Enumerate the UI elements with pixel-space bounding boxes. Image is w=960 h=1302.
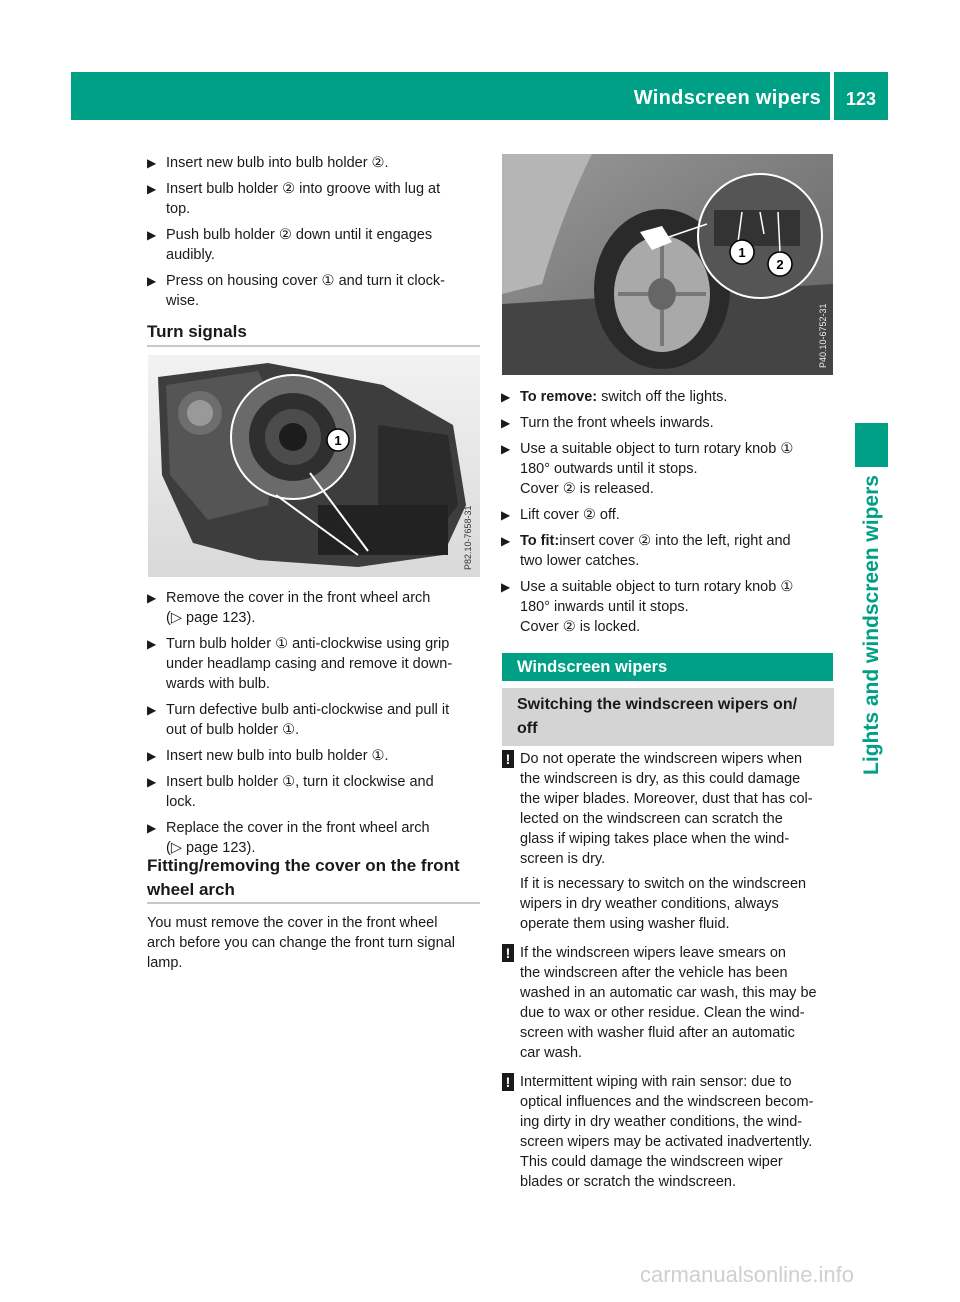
page-link[interactable]: (▷ page 123). [166, 840, 256, 856]
subsection-banner: Switching the windscreen wipers on/ off [502, 688, 834, 746]
arrow-icon: ▶ [147, 228, 157, 242]
page-link[interactable]: (▷ page 123). [166, 610, 256, 626]
heading-rule [147, 902, 480, 904]
arrow-icon: ▶ [501, 416, 511, 430]
arrow-icon: ▶ [501, 442, 511, 456]
step-item: ▶ Turn the front wheels inwards. [501, 415, 714, 431]
warning-continuation: If it is necessary to switch on the windscreen wipers in dry weather conditions, always operate them using washer fluid. [520, 876, 807, 932]
arrow-icon: ▶ [147, 749, 157, 763]
step-item: ▶ Turn defective bulb anti-clockwise and pull it out of bulb holder ①. [147, 702, 450, 738]
step-item: ▶ Replace the cover in the front wheel arch (▷ page 123). [147, 818, 482, 858]
arrow-icon: ▶ [147, 703, 157, 717]
arrow-icon: ▶ [147, 274, 157, 288]
heading-rule [147, 345, 480, 347]
arrow-icon: ▶ [147, 182, 157, 196]
step-item: ▶ Insert new bulb into bulb holder ②. [147, 155, 389, 171]
steps-top-list [147, 153, 482, 317]
step-item: ▶ Insert bulb holder ①, turn it clockwise and lock. [147, 774, 434, 810]
fitting-heading: Fitting/removing the cover on the front wheel arch [147, 856, 460, 899]
step-item: ▶ Lift cover ② off. [501, 507, 620, 523]
callout-label-1: 1 [334, 433, 342, 448]
callout-label-1: 1 [738, 245, 746, 260]
steps-right-list [501, 387, 836, 643]
step-item: ▶ Use a suitable object to turn rotary knob ① 180° inwards until it stops. Cover ② is locked. [501, 579, 794, 635]
step-item: ▶ Press on housing cover ① and turn it clock- wise. [147, 273, 445, 309]
image-code: P40.10-6752-31 [818, 303, 828, 368]
arrow-icon: ▶ [147, 821, 157, 835]
warning-icon: ! [502, 750, 514, 768]
warning-icon: ! [502, 1073, 514, 1091]
arrow-icon: ▶ [147, 591, 157, 605]
warning-note: ! Do not operate the windscreen wipers when the windscreen is dry, as this could damage the wiper blades. Moreover, dust that has col- lected on the windscreen can scratch the glass if wiping takes place when the wind- screen is dry. [502, 749, 836, 869]
page-title: Windscreen wipers [633, 87, 821, 109]
step-item: ▶ Insert new bulb into bulb holder ①. [147, 748, 389, 764]
chapter-tab-marker [855, 423, 888, 467]
step-item: ▶ Use a suitable object to turn rotary knob ① 180° outwards until it stops. Cover ② is released. [501, 441, 794, 497]
step-item: ▶ Push bulb holder ② down until it engages audibly. [147, 227, 433, 263]
step-item: ▶ To remove: switch off the lights. [501, 389, 728, 405]
warning-note: ! Intermittent wiping with rain sensor: due to optical influences and the windscreen becom- ing dirty in dry weather conditions, the wind- screen wipers may be activated inadvertently. This could damage the windscreen wiper blades or scratch the windscreen. [502, 1072, 836, 1192]
footer-watermark[interactable]: carmanualsonline.info [640, 1262, 855, 1287]
step-item: ▶ To fit:insert cover ② into the left, right and two lower catches. [501, 533, 791, 569]
wheel-arch-image [502, 154, 833, 375]
arrow-icon: ▶ [147, 637, 157, 651]
arrow-icon: ▶ [501, 534, 511, 548]
arrow-icon: ▶ [147, 156, 157, 170]
step-item: ▶ Turn bulb holder ① anti-clockwise using grip under headlamp casing and remove it down- wards with bulb. [147, 636, 453, 692]
turn-signals-heading: Turn signals [147, 322, 247, 341]
arrow-icon: ▶ [501, 580, 511, 594]
steps-mid-list [147, 588, 482, 864]
section-banner: Windscreen wipers [502, 653, 833, 681]
image-code: P82.10-7658-31 [463, 505, 473, 570]
page-number: 123 [834, 72, 888, 120]
step-item: ▶ Remove the cover in the front wheel arch (▷ page 123). [147, 588, 482, 628]
fitting-paragraph: You must remove the cover in the front wheel arch before you can change the front turn signal lamp. [147, 915, 455, 971]
warning-note: ! If the windscreen wipers leave smears on the windscreen after the vehicle has been washed in an automatic car wash, this may be due to wax or other residue. Clean the wind- screen with washer fluid after an automatic car wash. [502, 943, 836, 1063]
callout-label-2: 2 [776, 257, 784, 272]
chapter-side-label: Lights and windscreen wipers [859, 475, 883, 775]
headlamp-image [148, 355, 480, 577]
warning-icon: ! [502, 944, 514, 962]
warnings-block [502, 749, 836, 1201]
arrow-icon: ▶ [147, 775, 157, 789]
step-item: ▶ Insert bulb holder ② into groove with lug at top. [147, 181, 441, 217]
arrow-icon: ▶ [501, 390, 511, 404]
arrow-icon: ▶ [501, 508, 511, 522]
